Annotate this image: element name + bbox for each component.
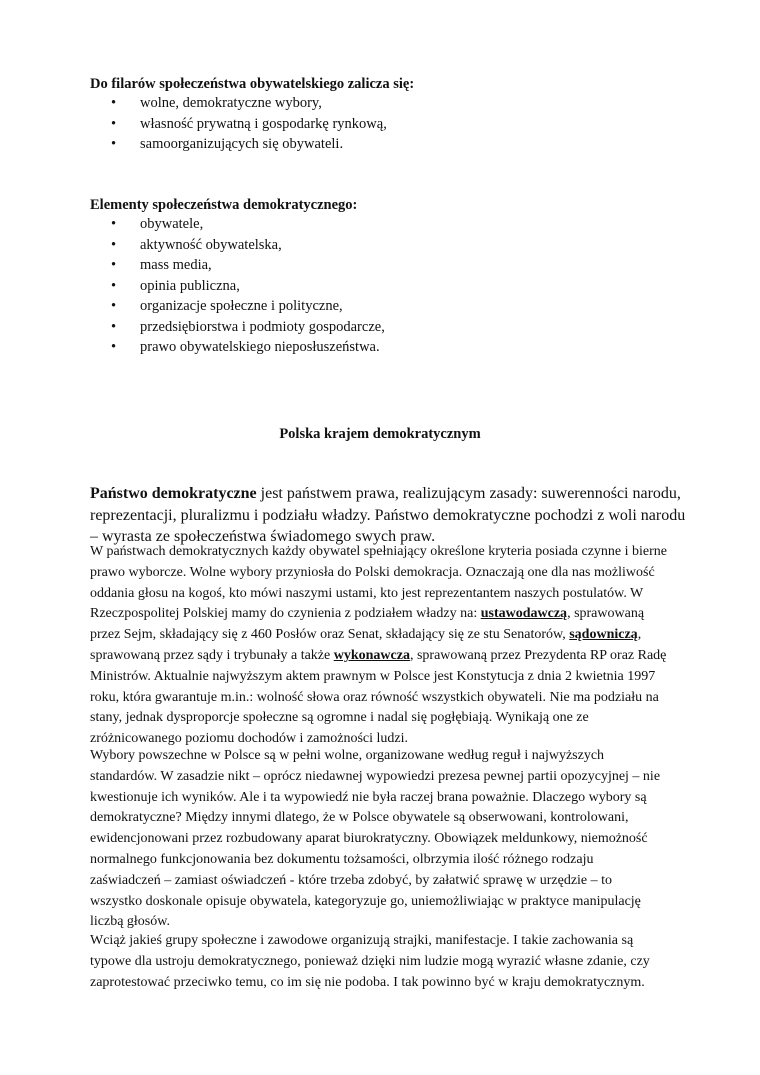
text-line: liczbą głosów. [90, 914, 170, 930]
list-item: • aktywność obywatelska, [90, 235, 385, 256]
list-item: • obywatele, [90, 214, 385, 235]
emphasis-legislative: ustawodawczą [480, 606, 568, 622]
bullet-icon: • [111, 318, 117, 335]
text-line: kwestionuje ich wyników. Ale i ta wypowiedź nie była raczej brana poważnie. Dlaczego wybory są [90, 789, 647, 805]
text-line: W państwach demokratycznych każdy obywatel spełniający określone kryteria posiada czynne i bierne [90, 544, 668, 559]
text-line: ewidencjonowani przez rozbudowany aparat biurokratyczny. Obowiązek meldunkowy, niemożność [90, 831, 648, 847]
section-heading-pillars: Do filarów społeczeństwa obywatelskiego zalicza się: [90, 76, 415, 92]
text-line: zaprotestować przeciwko temu, co im się nie podoba. I tak powinno być w kraju demokratycznym. [90, 974, 645, 990]
bullet-icon: • [111, 257, 117, 273]
emphasis-judicial: sądowniczą [569, 627, 638, 643]
list-item: • opinia publiczna, [90, 276, 385, 297]
list-item: • organizacje społeczne i polityczne, [90, 296, 385, 317]
list-item: • mass media, [90, 255, 385, 276]
bullet-icon: • [111, 216, 117, 232]
term-bold: Państwo demokratyczne [90, 485, 257, 502]
text-line: oddania głosu na kogoś, kto mówi naszymi ustami, kto jest reprezentantem naszych postulatów. W [90, 585, 644, 601]
text-line: Wybory powszechne w Polsce są w pełni wolne, organizowane według reguł i najwyższych [90, 748, 605, 763]
list-item: • przedsiębiorstwa i podmioty gospodarcze, [90, 317, 385, 338]
elements-list [90, 214, 385, 358]
bullet-icon: • [111, 339, 117, 355]
text-line: roku, która gwarantuje m.in.: wolność słowa oraz równość wszystkich obywateli. Nie ma podziału na [90, 689, 659, 705]
intro-line: Państwo demokratyczne jest państwem prawa, realizującym zasady: suwerenności narodu, [90, 485, 681, 502]
bullet-icon: • [111, 115, 117, 132]
text-line: Rzeczpospolitej Polskiej mamy do czynienia z podziałem władzy na: ustawodawczą, sprawowaną [90, 606, 645, 622]
text-line: normalnego funkcjonowania bez dokumentu tożsamości, olbrzymia ilość różnego rodzaju [90, 851, 594, 867]
list-item: • samoorganizujących się obywateli. [90, 134, 387, 155]
list-item: • własność prywatną i gospodarkę rynkową, [90, 114, 387, 135]
page-title: Polska krajem demokratycznym [279, 426, 481, 442]
text-line: typowe dla ustroju demokratycznego, ponieważ dzięki nim ludzie mogą wyrazić własne zdanie, czy [90, 953, 650, 969]
paragraph-democracy [90, 542, 670, 750]
bullet-icon: • [111, 95, 117, 111]
text-line: wszystko doskonale opisuje obywatela, kategoryzuje go, uniemożliwiając w praktyce manipulację [90, 893, 641, 909]
text-line: demokratyczne? Między innymi dlatego, że w Polsce obywatele są obserwowani, kontrolowani, [90, 810, 629, 826]
intro-line: – wyrasta ze społeczeństwa świadomego swych praw. [90, 528, 436, 545]
list-item: • prawo obywatelskiego nieposłuszeństwa. [90, 337, 385, 358]
text-line: sprawowaną przez sądy i trybunały a także wykonawcza, sprawowaną przez Prezydenta RP oraz Radę [90, 647, 667, 663]
bullet-icon: • [111, 236, 117, 253]
intro-paragraph [90, 483, 686, 548]
list-item: • wolne, demokratyczne wybory, [90, 93, 387, 114]
section-heading-elements: Elementy społeczeństwa demokratycznego: [90, 197, 358, 213]
text-line: standardów. W zasadzie nikt – oprócz niedawnej wypowiedzi prezesa pewnej partii opozycyjnej – nie [90, 768, 661, 784]
text-line: stany, jednak dysproporcje społeczne są ogromne i nadal się pogłębiają. Wynikają one ze [90, 710, 589, 726]
bullet-icon: • [111, 298, 117, 314]
text-line: Wciąż jakieś grupy społeczne i zawodowe organizują strajki, manifestacje. I takie zachowania są [90, 933, 634, 948]
intro-line: reprezentacji, pluralizmu i podziału władzy. Państwo demokratyczne pochodzi z woli narodu [90, 506, 686, 524]
pillars-list [90, 93, 387, 155]
text-line: zróżnicowanego poziomu dochodów i zamożności ludzi. [90, 731, 409, 747]
text-line: prawo wyborcze. Wolne wybory przyniosła do Polski demokracja. Oznaczają one dla nas możliwość [90, 564, 655, 580]
bullet-icon: • [111, 136, 117, 152]
text-line: zaświadczeń – zamiast oświadczeń - które trzeba zdobyć, by załatwić sprawę w urzędzie – to [90, 872, 613, 888]
paragraph-elections [90, 746, 670, 933]
emphasis-executive: wykonawcza [333, 647, 410, 663]
paragraph-strikes [90, 931, 670, 993]
text-line: Ministrów. Aktualnie najwyższym aktem prawnym w Polsce jest Konstytucja z dnia 2 kwietnia 1997 [90, 668, 656, 684]
text-line: przez Sejm, składający się z 460 Posłów oraz Senat, składający się ze stu Senatorów, sądowniczą, [90, 627, 642, 643]
bullet-icon: • [111, 277, 117, 294]
